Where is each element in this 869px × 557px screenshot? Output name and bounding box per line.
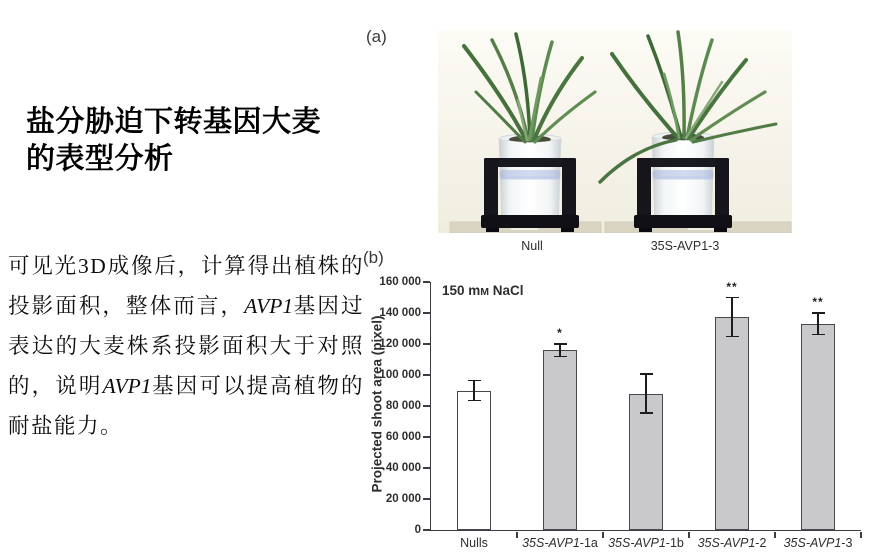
significance-marker: * (557, 326, 563, 341)
bar (629, 394, 663, 530)
y-tick-label: 120 000 (379, 338, 421, 350)
x-axis-label: Nulls (460, 536, 488, 550)
error-bar (473, 380, 474, 402)
bar-chart-plot-area (379, 276, 861, 550)
y-tick-label: 60 000 (385, 431, 421, 443)
y-tick-label: 140 000 (379, 307, 421, 319)
y-axis-title: Projected shoot area (pixel) (369, 315, 385, 493)
y-tick-label: 20 000 (385, 493, 421, 505)
y-tick (423, 374, 430, 376)
error-bar-cap (468, 380, 481, 382)
y-tick-label: 0 (414, 524, 421, 536)
y-tick (423, 312, 430, 314)
error-bar-cap (812, 334, 825, 336)
panel-b-label: (b) (363, 248, 384, 267)
y-tick-label: 80 000 (385, 400, 421, 412)
error-bar (645, 373, 646, 413)
y-tick-label: 160 000 (379, 276, 421, 288)
null-plant-label: Null (521, 239, 543, 253)
significance-marker: ** (726, 279, 738, 294)
error-bar-cap (468, 400, 481, 402)
plant-photo (438, 30, 792, 233)
error-bar-cap (812, 312, 825, 314)
y-tick (423, 281, 430, 283)
x-axis-label: 35S-AVP1-2 (697, 536, 767, 550)
bar (543, 350, 577, 530)
y-tick (423, 436, 430, 438)
error-bar-cap (726, 336, 739, 338)
y-tick-label: 40 000 (385, 462, 421, 474)
plant-photo-graphic (438, 30, 792, 233)
x-axis-label: 35S-AVP1-3 (783, 536, 853, 550)
error-bar-cap (726, 297, 739, 299)
y-tick (423, 498, 430, 500)
error-bar-cap (554, 343, 567, 345)
y-tick (423, 405, 430, 407)
y-tick-label: 100 000 (379, 369, 421, 381)
y-tick (423, 529, 430, 531)
bar (715, 317, 749, 530)
x-axis-label: 35S-AVP1-1a (522, 536, 598, 550)
error-bar-cap (640, 412, 653, 414)
nacl-annotation: 150 mM NaCl (442, 283, 524, 298)
error-bar (731, 297, 732, 337)
slide-title-line-1: 盐分胁迫下转基因大麦 (26, 106, 322, 138)
bar (801, 324, 835, 530)
slide-title (26, 104, 321, 178)
avp1-plant-label: 35S-AVP1-3 (650, 239, 720, 253)
error-bar-cap (640, 373, 653, 375)
bar (457, 391, 491, 531)
x-axis-label: 35S-AVP1-1b (608, 536, 684, 550)
error-bar (817, 312, 818, 335)
slide-title-line-2: 的表型分析 (26, 143, 174, 175)
y-tick (423, 343, 430, 345)
significance-marker: ** (812, 295, 824, 310)
panel-a-label: (a) (366, 27, 387, 46)
analysis-paragraph: 可见光3D成像后，计算得出植株的投影面积，整体而言，AVP1基因过表达的大麦株系投影面积大于对照的，说明AVP1基因可以提高植物的耐盐能力。 (8, 254, 364, 438)
y-tick (423, 467, 430, 469)
error-bar-cap (554, 356, 567, 358)
